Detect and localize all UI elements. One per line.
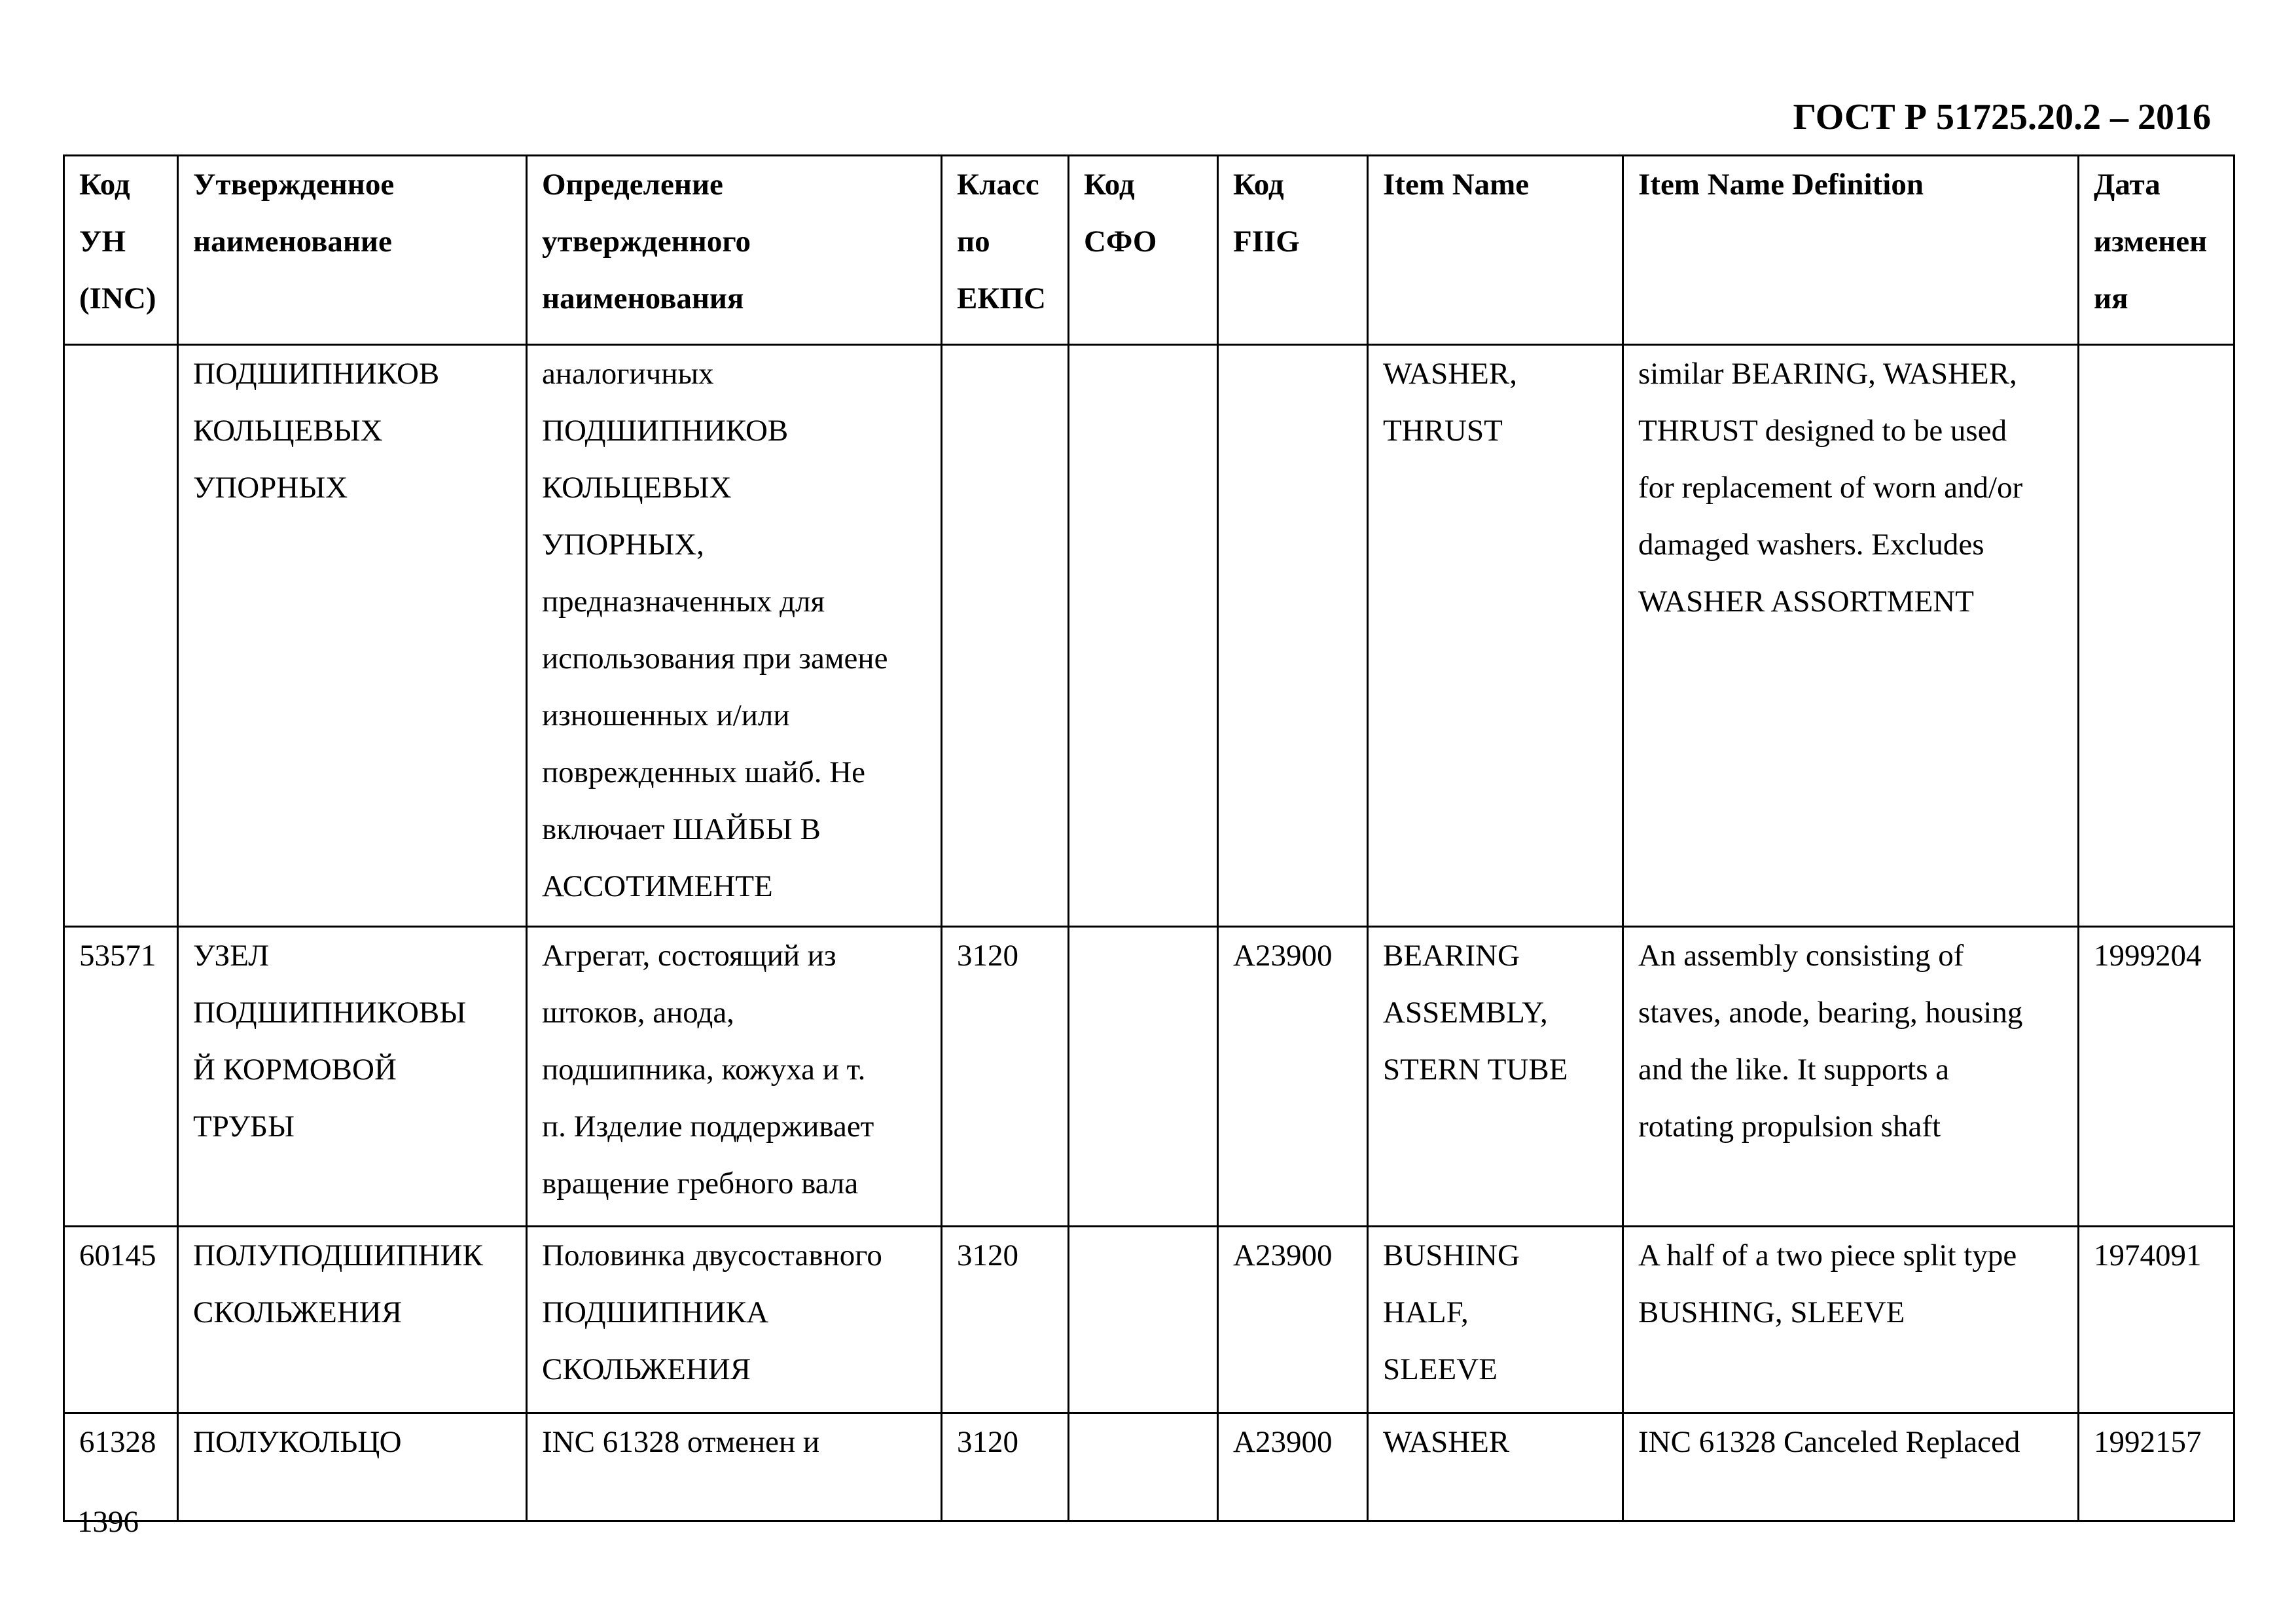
cell-class — [942, 345, 1069, 927]
cell-definition: Агрегат, состоящий из штоков, анода, подшипника, кожуха и т. п. Изделие поддерживает вращение гребного вала — [527, 927, 942, 1227]
cell-item-name-definition: similar BEARING, WASHER, THRUST designed to be used for replacement of worn and/or damaged washers. Excludes WASHER ASSORTMENT — [1623, 345, 2079, 927]
cell-inc: 60145 — [64, 1227, 178, 1413]
table-header-row — [64, 156, 2234, 345]
cell-change-date: 1992157 — [2079, 1413, 2234, 1521]
cell-definition: INC 61328 отменен и — [527, 1413, 942, 1521]
cell-class: 3120 — [942, 1413, 1069, 1521]
cell-fiig: A23900 — [1218, 927, 1368, 1227]
table-row — [64, 1413, 2234, 1521]
cell-definition: Половинка двусоставного ПОДШИПНИКА СКОЛЬЖЕНИЯ — [527, 1227, 942, 1413]
header-item-name: Item Name — [1368, 156, 1623, 345]
item-names-table — [63, 154, 2235, 1522]
cell-fiig: A23900 — [1218, 1227, 1368, 1413]
table-row — [64, 927, 2234, 1227]
cell-sfo — [1069, 1227, 1218, 1413]
cell-change-date — [2079, 345, 2234, 927]
header-fiig: Код FIIG — [1218, 156, 1368, 345]
header-sfo: Код СФО — [1069, 156, 1218, 345]
cell-class: 3120 — [942, 1227, 1069, 1413]
header-definition: Определение утвержденного наименования — [527, 156, 942, 345]
cell-class: 3120 — [942, 927, 1069, 1227]
header-change-date: Дата изменен ия — [2079, 156, 2234, 345]
cell-approved-name: ПОДШИПНИКОВ КОЛЬЦЕВЫХ УПОРНЫХ — [178, 345, 527, 927]
cell-sfo — [1069, 927, 1218, 1227]
header-inc: Код УН (INC) — [64, 156, 178, 345]
cell-change-date: 1999204 — [2079, 927, 2234, 1227]
cell-item-name-definition: A half of a two piece split type BUSHING, SLEEVE — [1623, 1227, 2079, 1413]
cell-sfo — [1069, 345, 1218, 927]
cell-item-name-definition: INC 61328 Canceled Replaced — [1623, 1413, 2079, 1521]
cell-item-name: BEARING ASSEMBLY, STERN TUBE — [1368, 927, 1623, 1227]
cell-approved-name: ПОЛУКОЛЬЦО — [178, 1413, 527, 1521]
cell-fiig: A23900 — [1218, 1413, 1368, 1521]
cell-sfo — [1069, 1413, 1218, 1521]
header-item-name-definition: Item Name Definition — [1623, 156, 2079, 345]
table-row — [64, 1227, 2234, 1413]
cell-item-name: WASHER, THRUST — [1368, 345, 1623, 927]
cell-approved-name: ПОЛУПОДШИПНИК СКОЛЬЖЕНИЯ — [178, 1227, 527, 1413]
cell-inc: 61328 — [64, 1413, 178, 1521]
cell-inc: 53571 — [64, 927, 178, 1227]
header-approved-name: Утвержденное наименование — [178, 156, 527, 345]
cell-item-name: BUSHING HALF, SLEEVE — [1368, 1227, 1623, 1413]
page-number: 1396 — [77, 1505, 139, 1539]
table-row — [64, 345, 2234, 927]
header-class: Класс по ЕКПС — [942, 156, 1069, 345]
cell-change-date: 1974091 — [2079, 1227, 2234, 1413]
cell-fiig — [1218, 345, 1368, 927]
cell-approved-name: УЗЕЛ ПОДШИПНИКОВЫ Й КОРМОВОЙ ТРУБЫ — [178, 927, 527, 1227]
cell-inc — [64, 345, 178, 927]
cell-definition: аналогичных ПОДШИПНИКОВ КОЛЬЦЕВЫХ УПОРНЫХ, предназначенных для использования при замене изношенных и/или поврежденных шайб. Не включает ШАЙБЫ В АССОТИМЕНТЕ — [527, 345, 942, 927]
cell-item-name-definition: An assembly consisting of staves, anode, bearing, housing and the like. It supports a rotating propulsion shaft — [1623, 927, 2079, 1227]
standard-designation: ГОСТ Р 51725.20.2 – 2016 — [1793, 97, 2211, 137]
cell-item-name: WASHER — [1368, 1413, 1623, 1521]
